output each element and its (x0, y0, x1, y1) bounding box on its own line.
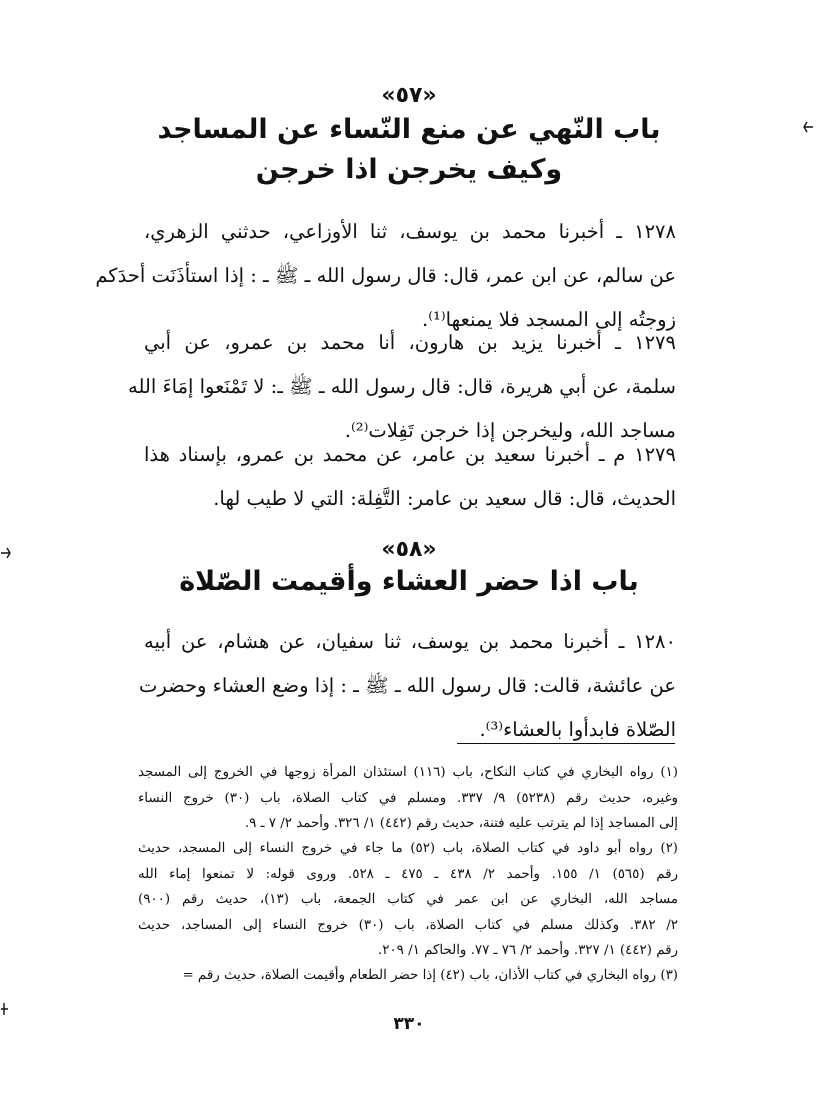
chapter-57-title-line-1: باب النّهي عن منع النّساء عن المساجد (157, 114, 661, 145)
hadith-1280 (138, 620, 676, 752)
footnote-separator (457, 743, 675, 744)
hadith-1278-line: ١٢٧٨ ـ أخبرنا محمد بن يوسف، ثنا الأوزاعي، حدثني الزهري، (144, 220, 676, 243)
hadith-1279-line: مساجد الله، وليخرجن إذا خرجن تَفِلات⁽²⁾. (344, 419, 676, 442)
hadith-1279m (144, 433, 676, 521)
hadith-1279m-line: الحديث، قال: قال سعيد بن عامر: التَّفِلة: التي لا طيب لها. (213, 487, 676, 510)
page-number: ٣٣٠ (393, 1014, 425, 1034)
footnote-3-line: (٣) رواه البخاري في كتاب الأذان، باب (٤٢) إذا حضر الطعام وأقيمت الصلاة، حديث رقم = (182, 968, 678, 983)
footnote-2-line: مساجد الله، البخاري عن ابن عمر في كتاب الجمعة، باب (١٣)، حديث رقم (٩٠٠) (138, 892, 678, 907)
trim-mark-icon (0, 1002, 12, 1016)
chapter-58-title: باب اذا حضر العشاء وأقيمت الصّلاة (179, 566, 639, 597)
trim-mark-icon (0, 546, 12, 560)
footnote-2-line: رقم (٥٦٥) ١/ ١٥٥. وأحمد ٢/ ٤٣٨ ـ ٤٧٥ ـ ٥٢٨. وروى قوله: لا تمنعوا إماء الله (138, 866, 678, 882)
footnote-2 (138, 836, 678, 964)
footnote-1-line: إلى المساجد إذا لم يترتب عليه فتنة، حديث رقم (٤٤٢) ١/ ٣٢٦. وأحمد ٢/ ٧ ـ ٩. (244, 816, 678, 831)
chapter-57-number: «٥٧» (381, 83, 437, 108)
hadith-1280-line: ١٢٨٠ ـ أخبرنا محمد بن يوسف، ثنا سفيان، عن هشام، عن أبيه (144, 630, 676, 653)
hadith-1279-line: ١٢٧٩ ـ أخبرنا يزيد بن هارون، أنا محمد بن عمرو، عن أبي (144, 331, 676, 354)
footnote-2-line: ٢/ ٣٨٢. وكذلك مسلم في كتاب الصلاة، باب (٣٠) خروج النساء إلى المساجد، حديث (138, 917, 678, 933)
hadith-1279-line: سلمة، عن أبي هريرة، قال: قال رسول الله ـ ﷺ ـ: لا تَمْنَعوا إمَاءَ الله (127, 375, 676, 398)
hadith-1278-line: عن سالم، عن ابن عمر، قال: قال رسول الله ـ ﷺ ـ : إذا استأذَنَت أحدَكم (95, 264, 676, 287)
hadith-1279m-line: ١٢٧٩ م ـ أخبرنا سعيد بن عامر، عن محمد بن عمرو، بإسناد هذا (144, 443, 676, 466)
footnote-2-line: رقم (٤٤٢) ١/ ٣٢٧. وأحمد ٢/ ٧٦ ـ ٧٧. والحاكم ١/ ٢٠٩. (378, 943, 678, 958)
hadith-1280-line: الصّلاة فابدأوا بالعشاء⁽³⁾. (479, 718, 676, 741)
hadith-1280-line: عن عائشة، قالت: قال رسول الله ـ ﷺ ـ : إذا وضع العشاء وحضرت (138, 674, 676, 697)
chapter-58-number: «٥٨» (381, 537, 437, 562)
footnote-2-line: (٢) رواه أبو داود في كتاب الصلاة، باب (٥٢) ما جاء في خروج النساء إلى المسجد، حديث (138, 841, 679, 856)
hadith-1278-line: زوجتُه إلى المسجد فلا يمنعها⁽¹⁾. (422, 308, 676, 331)
footnote-1-line: وغيره، حديث رقم (٥٢٣٨) ٩/ ٣٣٧. ومسلم في كتاب الصلاة، باب (٣٠) خروج النساء (138, 790, 678, 806)
footnote-1-line: (١) رواه البخاري في كتاب النكاح، باب (١١٦) استئذان المرأة زوجها في الخروج إلى المسجد (138, 765, 678, 780)
footnote-3 (138, 963, 678, 989)
trim-mark-icon (802, 120, 814, 134)
footnote-1 (138, 760, 678, 837)
chapter-57-title-line-2: وكيف يخرجن اذا خرجن (255, 154, 563, 185)
